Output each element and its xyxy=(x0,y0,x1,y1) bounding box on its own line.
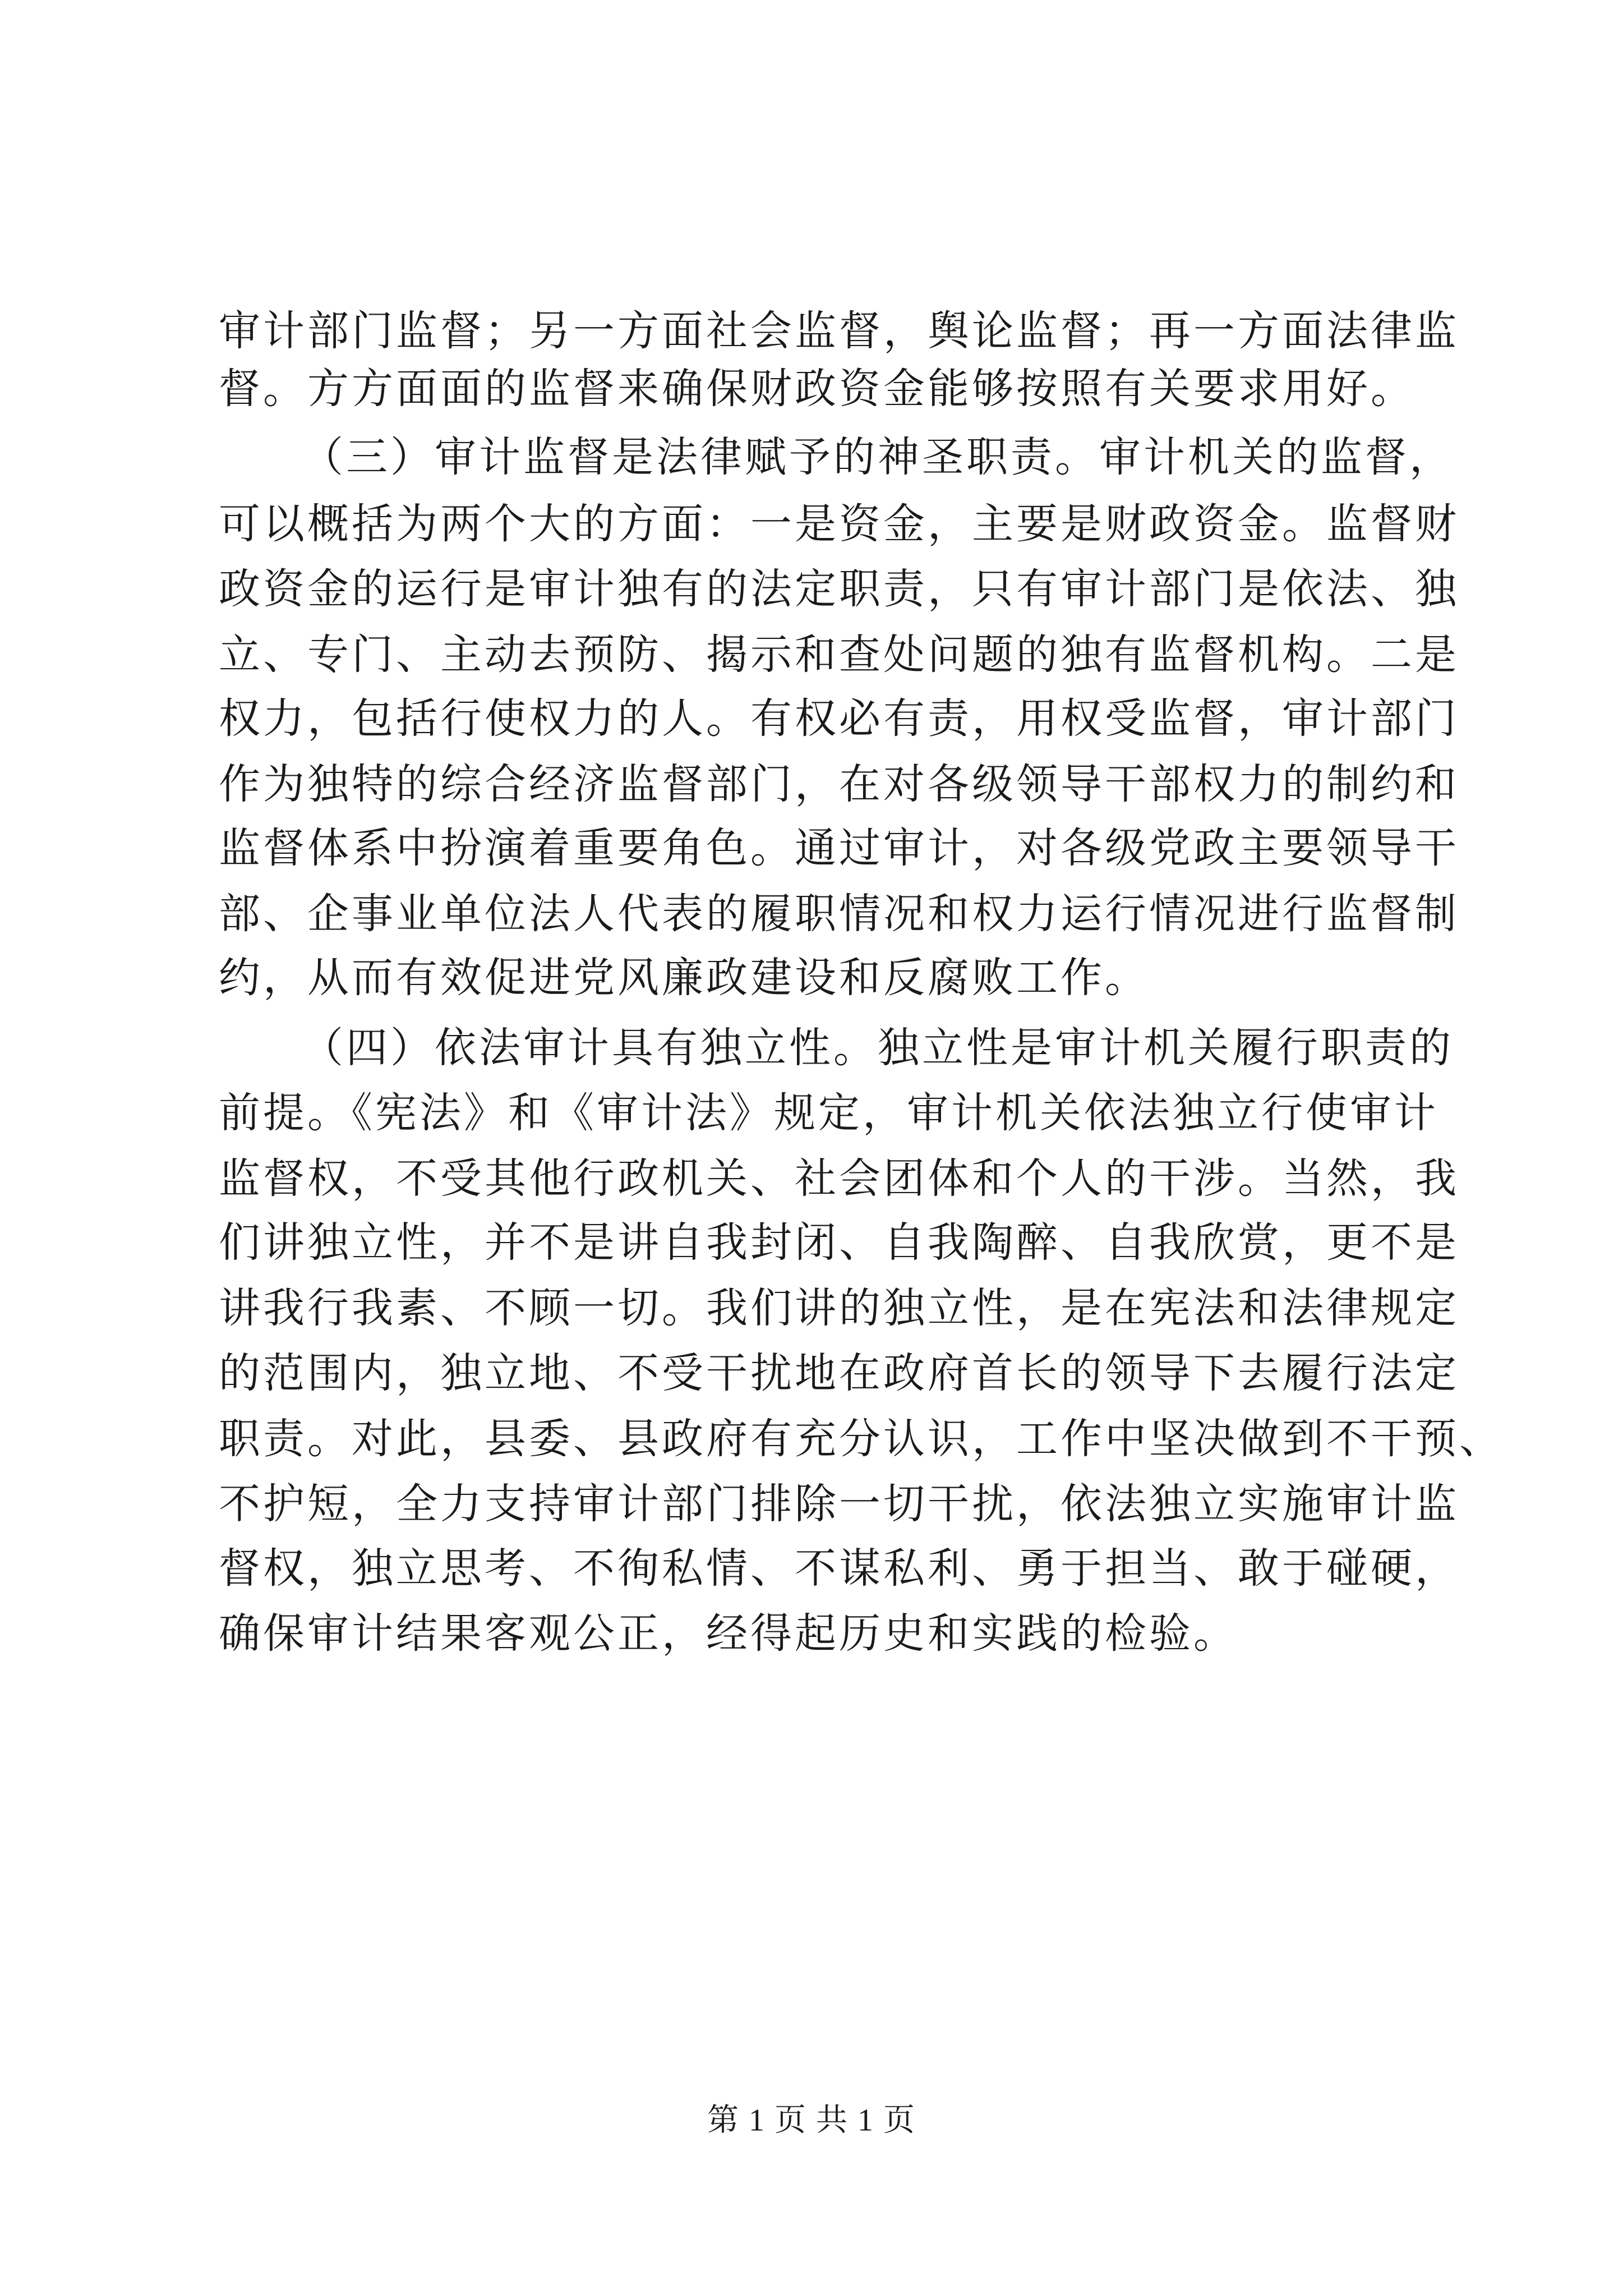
text-line: 部、企事业单位法人代表的履职情况和权力运行情况进行监督制 xyxy=(219,890,1459,938)
paragraph-heading-line: （四）依法审计具有独立性。独立性是审计机关履行职责的 xyxy=(302,1024,1454,1072)
text-line: 政资金的运行是审计独有的法定职责，只有审计部门是依法、独 xyxy=(219,565,1459,613)
text-line: 权力，包括行使权力的人。有权必有责，用权受监督，审计部门 xyxy=(219,694,1459,743)
text-line: 审计部门监督；另一方面社会监督，舆论监督；再一方面法律监 xyxy=(219,307,1459,355)
text-line: 可以概括为两个大的方面：一是资金，主要是财政资金。监督财 xyxy=(219,500,1459,548)
text-line: 们讲独立性，并不是讲自我封闭、自我陶醉、自我欣赏，更不是 xyxy=(219,1218,1459,1267)
text-line: 督。方方面面的监督来确保财政资金能够按照有关要求用好。 xyxy=(219,365,1415,413)
text-line: 确保审计结果客观公正，经得起历史和实践的检验。 xyxy=(219,1609,1238,1658)
paragraph-heading-line: （三）审计监督是法律赋予的神圣职责。审计机关的监督， xyxy=(302,433,1454,481)
text-line: 立、专门、主动去预防、揭示和查处问题的独有监督机构。二是 xyxy=(219,631,1459,679)
page-footer xyxy=(0,2098,1623,2143)
text-line: 的范围内，独立地、不受干扰地在政府首长的领导下去履行法定 xyxy=(219,1349,1459,1397)
page-number-label: 第 1 页 共 1 页 xyxy=(707,2103,916,2138)
text-line: 督权，独立思考、不徇私情、不谋私利、勇于担当、敢于碰硬， xyxy=(219,1544,1459,1593)
text-line: 监督权，不受其他行政机关、社会团体和个人的干涉。当然，我 xyxy=(219,1154,1459,1203)
text-line: 约，从而有效促进党风廉政建设和反腐败工作。 xyxy=(219,954,1149,1002)
text-line: 前提。《宪法》和《审计法》规定，审计机关依法独立行使审计 xyxy=(219,1089,1438,1137)
text-line: 讲我行我素、不顾一切。我们讲的独立性，是在宪法和法律规定 xyxy=(219,1284,1459,1332)
text-line: 监督体系中扮演着重要角色。通过审计，对各级党政主要领导干 xyxy=(219,824,1459,872)
text-line: 作为独特的综合经济监督部门，在对各级领导干部权力的制约和 xyxy=(219,760,1459,808)
text-line: 职责。对此，县委、县政府有充分认识，工作中坚决做到不干预、 xyxy=(219,1415,1504,1463)
text-line: 不护短，全力支持审计部门排除一切干扰，依法独立实施审计监 xyxy=(219,1480,1459,1528)
